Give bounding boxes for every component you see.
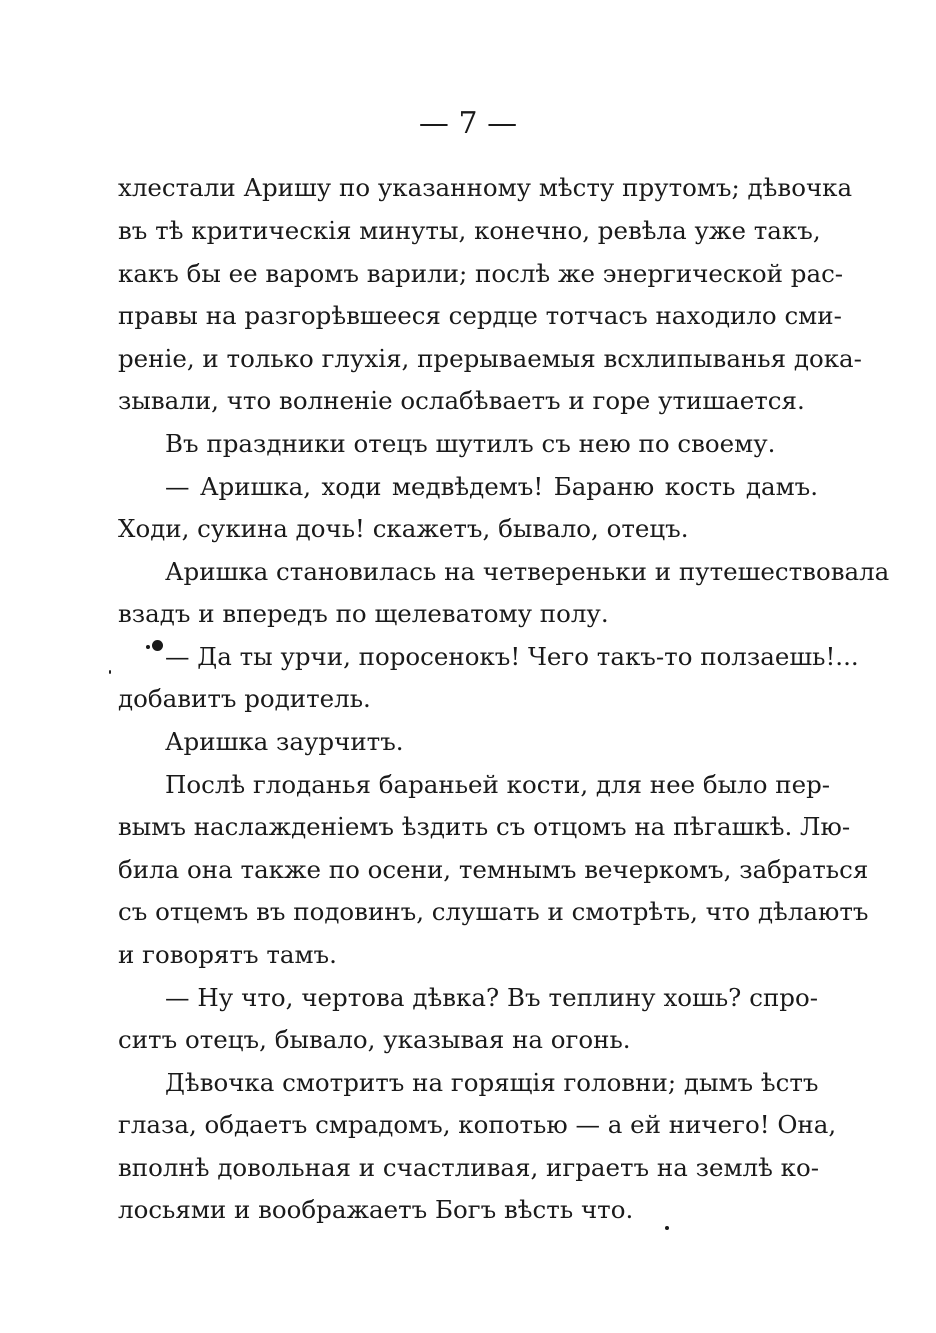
text-line: взадъ и впередъ по щелеватому полу. bbox=[118, 599, 609, 628]
text-line: Аришка заурчитъ. bbox=[165, 727, 404, 756]
text-line: добавитъ родитель. bbox=[118, 684, 371, 713]
ink-speck bbox=[109, 670, 111, 674]
text-line: — Да ты урчи, поросенокъ! Чего такъ-то ползаешь!... bbox=[165, 642, 859, 671]
text-line: реніе, и только глухія, прерываемыя всхлипыванья дока- bbox=[118, 344, 862, 373]
text-line: хлестали Аришу по указанному мѣсту прутомъ; дѣвочка bbox=[118, 173, 853, 202]
text-line: Послѣ глоданья бараньей кости, для нее было пер- bbox=[165, 770, 831, 799]
text-line: съ отцемъ въ подовинъ, слушать и смотрѣть, что дѣлаютъ bbox=[118, 897, 869, 926]
text-line: глаза, обдаетъ смрадомъ, копотью — а ей ничего! Она, bbox=[118, 1110, 837, 1139]
text-line: зывали, что волненіе ослабѣваетъ и горе утишается. bbox=[118, 386, 805, 415]
page-number: — 7 — bbox=[418, 106, 518, 141]
text-line: — Ну что, чертова дѣвка? Въ теплину хошь? спро- bbox=[165, 983, 818, 1012]
text-line: ситъ отецъ, бывало, указывая на огонь. bbox=[118, 1025, 631, 1054]
text-line: Дѣвочка смотритъ на горящія головни; дымъ ѣстъ bbox=[165, 1068, 819, 1097]
text-line: Аришка становилась на четвереньки и путешествовала bbox=[165, 557, 890, 586]
text-line: Въ праздники отецъ шутилъ съ нею по своему. bbox=[165, 429, 776, 458]
ink-speck bbox=[665, 1226, 669, 1230]
text-line: вполнѣ довольная и счастливая, играетъ на землѣ ко- bbox=[118, 1153, 820, 1182]
ink-speck bbox=[152, 640, 163, 651]
text-line: какъ бы ее варомъ варили; послѣ же энергической рас- bbox=[118, 259, 844, 288]
text-line: правы на разгорѣвшееся сердце тотчасъ находило сми- bbox=[118, 301, 842, 330]
text-line: лосьями и воображаетъ Богъ вѣсть что. bbox=[118, 1195, 634, 1224]
text-line: Ходи, сукина дочь! скажетъ, бывало, отецъ. bbox=[118, 514, 689, 543]
text-line: била она также по осени, темнымъ вечеркомъ, забраться bbox=[118, 855, 869, 884]
text-line: вымъ наслажденіемъ ѣздить съ отцомъ на пѣгашкѣ. Лю- bbox=[118, 812, 851, 841]
text-line: и говорятъ тамъ. bbox=[118, 940, 337, 969]
text-line: — Аришка, ходи медвѣдемъ! Бараню кость дамъ. bbox=[165, 472, 818, 501]
text-line: въ тѣ критическія минуты, конечно, ревѣла уже такъ, bbox=[118, 216, 821, 245]
ink-speck bbox=[146, 645, 150, 649]
